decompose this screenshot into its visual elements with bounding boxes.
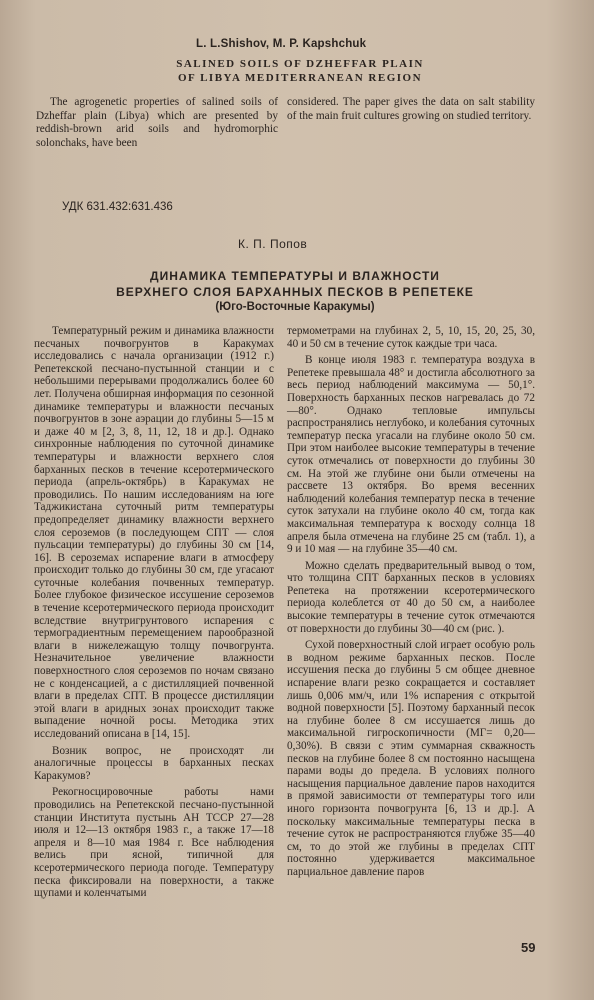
abstract-authors: L. L.Shishov, M. P. Kapshchuk	[196, 38, 367, 50]
article-title	[60, 268, 530, 300]
body-column-right	[287, 325, 535, 883]
body-column-left	[34, 325, 274, 904]
abstract-text-right: considered. The paper gives the data on salt stability of the main fruit cultures growing on studied territory.	[287, 96, 535, 122]
abstract-title	[150, 57, 450, 85]
article-title-line-1: ДИНАМИКА ТЕМПЕРАТУРЫ И ВЛАЖНОСТИ	[150, 269, 440, 283]
paragraph: Рекогносцировочные работы нами проводились на Репетекской песчано-пустынной станции Института пустынь АН ТССР 27—28 июля и 12—13 октября 1983 г., а также 17—18 апреля и 8—10 мая 1984 г. Все наблюдения велись при ясной, типичной для ксеротермического периода погоде. Температуру песка фиксировали на поверхности, а также щупами и коленчатыми	[34, 786, 274, 900]
article-subtitle: (Юго-Восточные Каракумы)	[215, 301, 375, 313]
paragraph: Сухой поверхностный слой играет особую роль в водном режиме барханных песков. После иссушения песка до глубины 5 см общее дневное испарение влаги резко сокращается и составляет лишь 0,006 мм/ч, или 1% испарения с открытой водной поверхности [5]. Поэтому барханный песок на глубине более 8 см иссушается лишь до максимальной гигроскопичности (МГ= 0,20—0,30%). В связи с этим суммарная скважность песков на глубине более 8 см постоянно насыщена парами воды до предела. В условиях полного насыщения парциальное давление паров находится в прямой зависимости от температуры того или иного горизонта почвогрунта [6, 13 и др.]. А поскольку максимальные температуры песка в течение суток не распространяются глубже 35—40 см, то до этой же глубины в пределах СПТ постоянно удерживается максимальное парциальное давление паров	[287, 639, 535, 878]
paragraph: термометрами на глубинах 2, 5, 10, 15, 20, 25, 30, 40 и 50 см в течение суток каждые три часа.	[287, 325, 535, 350]
paragraph: В конце июля 1983 г. температура воздуха в Репетеке превышала 48° и достигла абсолютного за весь период наблюдений максимума — 50,1°. Поверхность барханных песков нагревалась до 72—80°. Однако тепловые импульсы распространялись неглубоко, и колебания суточных температур песка угасали на глубине около 50 см. При этом наиболее высокие температуры в течение суток отмечались от поверхности до глубины 30 см. На этой же глубине они были отмечены на рассвете 13 октября. Во время весенних наблюдений колебания температур песка в течение суток затухали на глубине около 40 см, тогда как максимальная температура к восходу солнца 18 апреля была отмечена на глубине 25 см (табл. 1), а 9 и 10 мая — на глубине 35—40 см.	[287, 354, 535, 556]
article-author: К. П. Попов	[238, 237, 308, 251]
abstract-title-line-2: OF LIBYA MEDITERRANEAN REGION	[177, 72, 423, 84]
paragraph: Можно сделать предварительный вывод о том, что толщина СПТ барханных песков в условиях Репетека на протяжении ксеротермического периода колеблется от 40 до 50 см, а наиболее высокие температуры в течение суток отмечаются от поверхности до глубины 30—40 см (рис. ).	[287, 559, 535, 635]
page-number: 59	[521, 940, 536, 955]
paragraph: Температурный режим и динамика влажности песчаных почвогрунтов в Каракумах исследовались с начала организации (1912 г.) Репетекской песчано-пустынной станции и с небольшими перерывами продолжались более 60 лет. Получена обширная информация по сезонной динамике температуры и влажности песчаных почвогрунтов в зоне аэрации до глубины 5—15 м и даже 40 м [2, 3, 8, 11, 12, 18 и др.]. Однако синхронные наблюдения по суточной динамике температуры и влажности верхнего слоя барханных песков в течение ксеротермического периода (апрель-октябрь) в Каракумах не проводились. По нашим исследованиям на юге Таджикистана суточный ритм температуры предопределяет динамику влажности верхнего слоя сероземов (в последующем СПТ — слоя пульсации температуры) до глубины 30 см [14, 16]. В сероземах испарение влаги в атмосферу происходит только до глубины 30 см, где угасают суточные колебания почвенных температур. Более глубокое физическое иссушение сероземов в течение ксеротермического периода происходит вследствие внутригрунтового испарения с термоградиентным перемещением парообразной влаги в нижележащую толщу почвогрунта. Незначительное увеличение влажности поверхностного слоя сероземов по ночам связано не с конденсацией, а с дистилляцией почвенной влаги в пределах СПТ. В процессе дистилляции этой влаги в аридных зонах происходит также выпадение ночной росы. Методика этих исследований описана в [14, 15].	[34, 325, 274, 740]
paragraph: Возник вопрос, не происходят ли аналогичные процессы в барханных песках Каракумов?	[34, 744, 274, 782]
abstract-title-line-1: SALINED SOILS OF DZHEFFAR PLAIN	[176, 58, 424, 70]
article-title-line-2: ВЕРХНЕГО СЛОЯ БАРХАННЫХ ПЕСКОВ В РЕПЕТЕКЕ	[116, 285, 474, 299]
udk-code: УДК 631.432:631.436	[62, 201, 173, 213]
abstract-text-left: The agrogenetic properties of salined soils of Dzheffar plain (Libya) which are presented by reddish-brown arid soils and hydromorphic solonchaks, have been	[36, 96, 278, 149]
